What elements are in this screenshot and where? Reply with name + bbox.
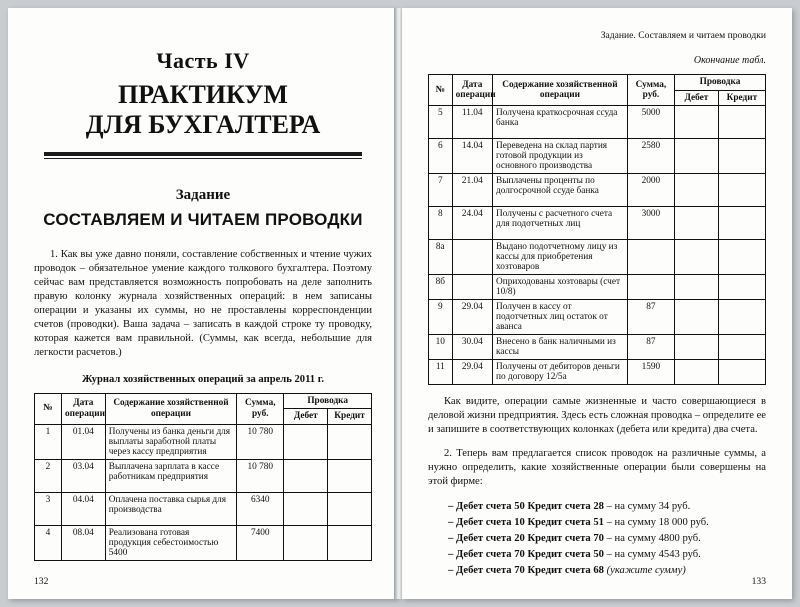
table-row xyxy=(429,300,766,335)
cell-credit[interactable] xyxy=(718,335,765,360)
cell-content: Выплачена зарплата в кассе работникам предприятия xyxy=(105,459,236,492)
th-posting: Проводка xyxy=(675,75,766,91)
th-sum: Сумма, руб. xyxy=(627,75,674,106)
continuation-note: Окончание табл. xyxy=(693,55,766,66)
cell-debit[interactable] xyxy=(675,335,719,360)
cell-credit[interactable] xyxy=(718,240,765,275)
cell-num: 8а xyxy=(429,240,453,275)
cell-date: 29.04 xyxy=(452,360,492,385)
cell-sum: 87 xyxy=(627,300,674,335)
cell-num: 4 xyxy=(35,525,62,560)
list-item xyxy=(428,563,766,579)
page-number-left: 132 xyxy=(34,576,49,587)
list-item xyxy=(428,531,766,547)
task-label: Задание xyxy=(175,186,231,203)
journal-table-right xyxy=(428,74,766,385)
cell-date: 29.04 xyxy=(452,300,492,335)
cell-content: Получены с расчетного счета для подотчетных лиц xyxy=(493,207,628,240)
cell-content: Выплачены проценты по долгосрочной ссуде банка xyxy=(493,174,628,207)
th-date: Дата операции xyxy=(61,393,105,424)
divider-thin xyxy=(44,158,362,159)
cell-sum xyxy=(627,275,674,300)
cell-sum: 87 xyxy=(627,335,674,360)
cell-sum: 10 780 xyxy=(237,424,284,459)
th-content: Содержание хозяйственной операции xyxy=(493,75,628,106)
th-credit: Кредит xyxy=(328,409,372,425)
posting-rest: – на сумму 4800 руб. xyxy=(603,532,701,544)
cell-debit[interactable] xyxy=(675,300,719,335)
posting-bold: – Дебет счета 70 Кредит счета 68 xyxy=(448,564,604,576)
posting-bold: – Дебет счета 20 Кредит счета 70 xyxy=(448,532,604,544)
cell-credit[interactable] xyxy=(328,459,372,492)
cell-sum: 7400 xyxy=(237,525,284,560)
cell-num: 5 xyxy=(429,106,453,139)
cell-sum xyxy=(627,240,674,275)
cell-debit[interactable] xyxy=(284,492,328,525)
table-row xyxy=(35,492,372,525)
cell-debit[interactable] xyxy=(675,174,719,207)
cell-debit[interactable] xyxy=(675,360,719,385)
cell-num: 11 xyxy=(429,360,453,385)
cell-credit[interactable] xyxy=(328,525,372,560)
cell-num: 10 xyxy=(429,335,453,360)
cell-num: 6 xyxy=(429,139,453,174)
cell-credit[interactable] xyxy=(718,360,765,385)
cell-content: Оплачена поставка сырья для производства xyxy=(105,492,236,525)
cell-debit[interactable] xyxy=(675,240,719,275)
cell-date: 21.04 xyxy=(452,174,492,207)
left-page-content xyxy=(8,8,398,599)
list-item xyxy=(428,499,766,515)
cell-credit[interactable] xyxy=(328,424,372,459)
cell-content: Получен в кассу от подотчетных лиц остаток от аванса xyxy=(493,300,628,335)
cell-debit[interactable] xyxy=(675,207,719,240)
cell-num: 8 xyxy=(429,207,453,240)
cell-credit[interactable] xyxy=(328,492,372,525)
cell-date: 04.04 xyxy=(61,492,105,525)
th-sum: Сумма, руб. xyxy=(237,393,284,424)
table-row xyxy=(429,139,766,174)
part-title-line1: ПРАКТИКУМ xyxy=(118,80,288,109)
cell-debit[interactable] xyxy=(284,459,328,492)
right-page-content xyxy=(402,8,792,599)
intro-paragraph: 1. Как вы уже давно поняли, составление собственных и чтение чужих проводок – обязательное умение каждого толкового бухгалтера. Поэтому сейчас вам представляется возможность попробовать на деле заполнить правую колонку журнала хозяйственных операций: в нем записаны операции и указаны их суммы, но не проставлены корреспонденции счетов (проводки). Ваша задача – записать в каждой строке ту проводку, которая кажется вам правильной. (Суммы, как всегда, небольшие для легкости расчетов.) xyxy=(34,248,372,358)
cell-date xyxy=(452,240,492,275)
cell-credit[interactable] xyxy=(718,207,765,240)
table-row xyxy=(35,424,372,459)
table-row xyxy=(429,207,766,240)
th-num: № xyxy=(429,75,453,106)
cell-content: Получены из банка деньги для выплаты заработной платы через кассу предприятия xyxy=(105,424,236,459)
cell-date: 14.04 xyxy=(452,139,492,174)
table-row xyxy=(429,275,766,300)
part-title-line2: ДЛЯ БУХГАЛТЕРА xyxy=(85,109,321,139)
cell-content: Переведена на склад партия готовой продукции из основного производства xyxy=(493,139,628,174)
cell-num: 8б xyxy=(429,275,453,300)
cell-sum: 6340 xyxy=(237,492,284,525)
posting-rest: – на сумму 18 000 руб. xyxy=(603,517,709,529)
cell-content: Оприходованы хозтовары (счет 10/8) xyxy=(493,275,628,300)
cell-content: Получена краткосрочная ссуда банка xyxy=(493,106,628,139)
table-row xyxy=(429,360,766,385)
cell-date: 11.04 xyxy=(452,106,492,139)
th-num: № xyxy=(35,393,62,424)
cell-num: 3 xyxy=(35,492,62,525)
table-row xyxy=(429,174,766,207)
cell-date: 24.04 xyxy=(452,207,492,240)
cell-debit[interactable] xyxy=(675,275,719,300)
posting-rest: – на сумму 4543 руб. xyxy=(603,548,701,560)
right-page xyxy=(402,8,792,599)
cell-credit[interactable] xyxy=(718,275,765,300)
cell-num: 1 xyxy=(35,424,62,459)
task-title: СОСТАВЛЯЕМ И ЧИТАЕМ ПРОВОДКИ xyxy=(43,209,363,229)
cell-debit[interactable] xyxy=(675,106,719,139)
th-debit: Дебет xyxy=(284,409,328,425)
list-item xyxy=(428,515,766,531)
cell-date xyxy=(452,275,492,300)
cell-date: 01.04 xyxy=(61,424,105,459)
cell-sum: 5000 xyxy=(627,106,674,139)
th-date: Дата операции xyxy=(452,75,492,106)
posting-bold: – Дебет счета 50 Кредит счета 28 xyxy=(448,501,604,513)
th-content: Содержание хозяйственной операции xyxy=(105,393,236,424)
table-row xyxy=(35,525,372,560)
left-page xyxy=(8,8,398,599)
table-row xyxy=(429,240,766,275)
posting-bold: – Дебет счета 70 Кредит счета 50 xyxy=(448,548,604,560)
cell-num: 7 xyxy=(429,174,453,207)
cell-date: 03.04 xyxy=(61,459,105,492)
posting-hint: (укажите сумму) xyxy=(606,564,686,576)
list-item xyxy=(428,547,766,563)
cell-credit[interactable] xyxy=(718,174,765,207)
th-credit: Кредит xyxy=(718,90,765,106)
posting-rest: – на сумму 34 руб. xyxy=(603,501,691,513)
cell-sum: 10 780 xyxy=(237,459,284,492)
task2-paragraph: 2. Теперь вам предлагается список проводок на различные суммы, а нужно определить, какие хозяйственные операции были совершены на этой фирме: xyxy=(428,448,766,488)
divider-thick xyxy=(44,152,362,156)
th-debit: Дебет xyxy=(675,90,719,106)
cell-debit[interactable] xyxy=(675,139,719,174)
cell-credit[interactable] xyxy=(718,106,765,139)
table-row xyxy=(429,335,766,360)
cell-credit[interactable] xyxy=(718,300,765,335)
page-number-right: 133 xyxy=(751,576,766,587)
cell-sum: 3000 xyxy=(627,207,674,240)
table-row xyxy=(429,106,766,139)
cell-sum: 2580 xyxy=(627,139,674,174)
cell-num: 2 xyxy=(35,459,62,492)
cell-date: 08.04 xyxy=(61,525,105,560)
cell-sum: 1590 xyxy=(627,360,674,385)
journal-table-left xyxy=(34,393,372,561)
cell-content: Получены от дебиторов деньги по договору 12/5а xyxy=(493,360,628,385)
cell-credit[interactable] xyxy=(718,139,765,174)
journal-caption: Журнал хозяйственных операций за апрель 2011 г. xyxy=(82,373,324,385)
cell-debit[interactable] xyxy=(284,424,328,459)
cell-content: Внесено в банк наличными из кассы xyxy=(493,335,628,360)
cell-num: 9 xyxy=(429,300,453,335)
posting-bold: – Дебет счета 10 Кредит счета 51 xyxy=(448,517,604,529)
conclusion-paragraph: Как видите, операции самые жизненные и часто совершающиеся в деловой жизни предприятия. Здесь есть сложная проводка – определите ее и запишите в соответствующих колонках (дебета или кредита) два счета. xyxy=(428,396,766,436)
running-head: Задание. Составляем и читаем проводки xyxy=(600,30,766,41)
part-label: Часть IV xyxy=(156,48,250,73)
posting-list xyxy=(428,499,766,578)
cell-debit[interactable] xyxy=(284,525,328,560)
cell-sum: 2000 xyxy=(627,174,674,207)
table-row xyxy=(35,459,372,492)
cell-date: 30.04 xyxy=(452,335,492,360)
cell-content: Реализована готовая продукция себестоимостью 5400 xyxy=(105,525,236,560)
th-posting: Проводка xyxy=(284,393,372,409)
cell-content: Выдано подотчетному лицу из кассы для приобретения хозтоваров xyxy=(493,240,628,275)
